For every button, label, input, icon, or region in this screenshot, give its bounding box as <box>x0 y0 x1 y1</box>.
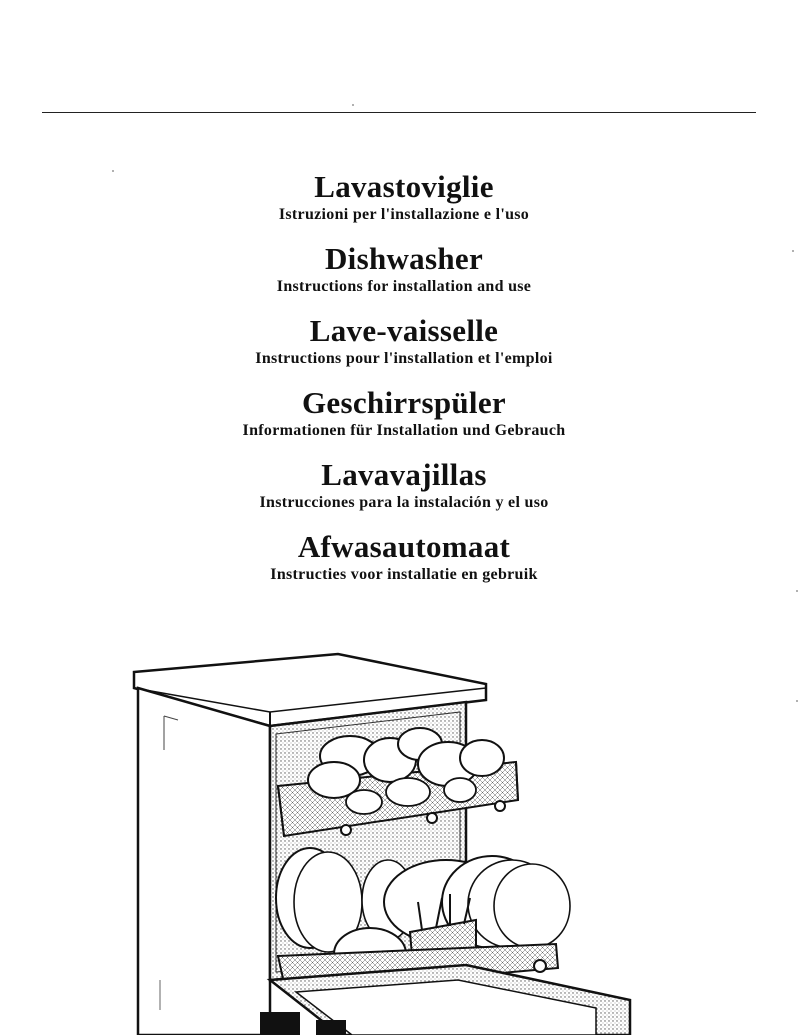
subtitle-english: Instructions for installation and use <box>276 278 532 295</box>
title-spanish: Lavavajillas <box>321 457 487 492</box>
cabinet-side-panel <box>138 688 270 1035</box>
title-block <box>0 168 808 600</box>
scan-speck <box>796 700 798 702</box>
subtitle-german: Informationen für Installation und Gebrauch <box>242 422 566 439</box>
title-italian: Lavastoviglie <box>314 169 494 204</box>
title-german: Geschirrspüler <box>302 385 506 420</box>
lang-block-french <box>0 312 808 384</box>
lang-block-english <box>0 240 808 312</box>
lang-block-spanish <box>0 456 808 528</box>
title-dutch: Afwasautomaat <box>297 529 511 564</box>
top-rule <box>42 112 756 113</box>
subtitle-dutch: Instructies voor installatie en gebruik <box>270 566 538 583</box>
scan-speck <box>112 170 114 172</box>
title-english: Dishwasher <box>324 241 483 276</box>
lang-block-german <box>0 384 808 456</box>
scan-speck <box>352 104 354 106</box>
subtitle-spanish: Instrucciones para la instalación y el uso <box>259 494 549 511</box>
subtitle-french: Instructions pour l'installation et l'emploi <box>255 350 553 367</box>
scan-speck <box>796 590 798 592</box>
title-french: Lave-vaisselle <box>309 313 499 348</box>
scan-speck <box>792 250 794 252</box>
lang-block-dutch <box>0 528 808 600</box>
lang-block-italian <box>0 168 808 240</box>
subtitle-italian: Istruzioni per l'installazione e l'uso <box>278 206 530 223</box>
dishwasher-illustration-icon <box>120 640 680 1035</box>
